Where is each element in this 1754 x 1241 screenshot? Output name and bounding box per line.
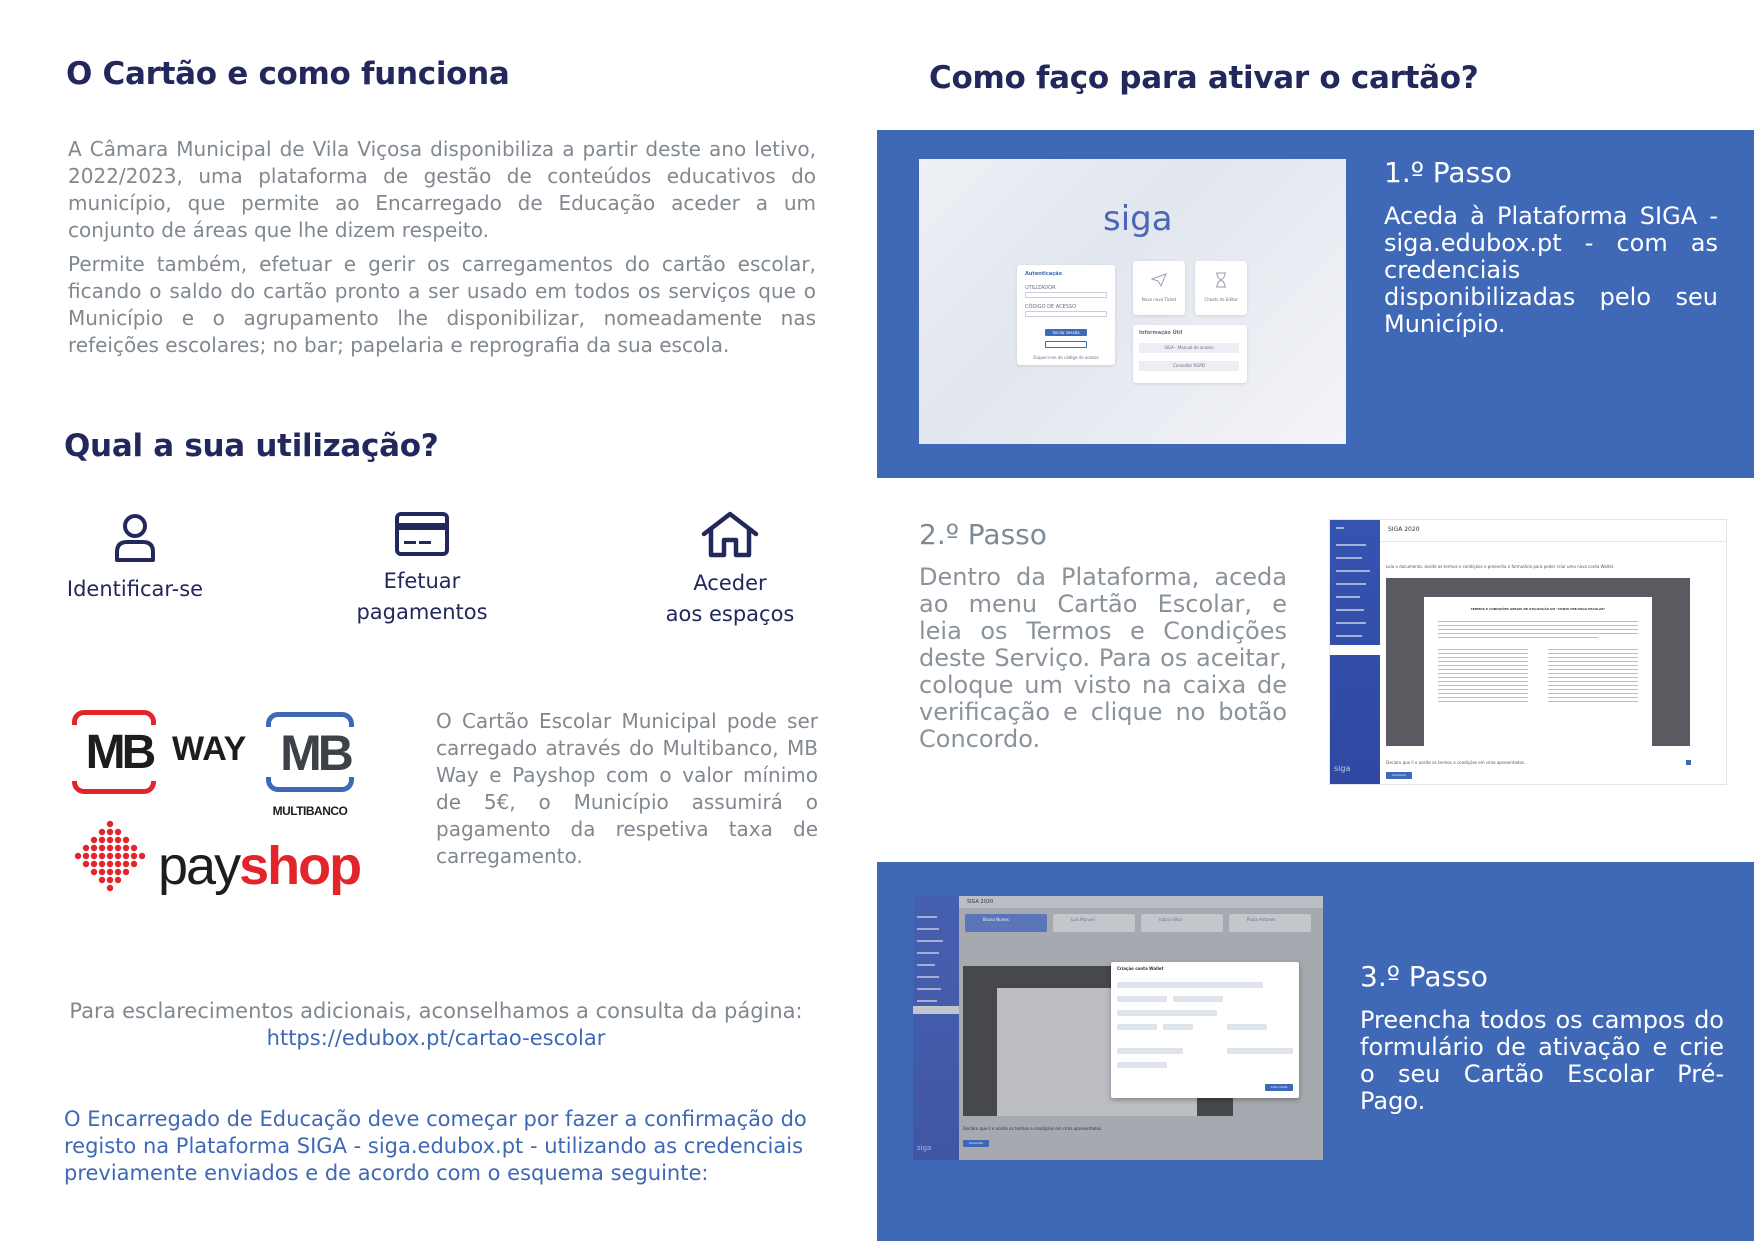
- terms-document-page: [1424, 597, 1652, 746]
- step2-title: 2.º Passo: [919, 518, 1047, 551]
- mbway-way-text: WAY: [172, 730, 247, 768]
- step3-title: 3.º Passo: [1360, 960, 1488, 993]
- terms-agree-checkbox[interactable]: [1686, 760, 1691, 765]
- wallet-form-modal: [1111, 962, 1299, 1098]
- form-app-sidebar: siga: [913, 896, 959, 1160]
- info-card: [1133, 325, 1247, 383]
- payshop-logo: [158, 836, 360, 896]
- multibanco-mb-text: MB: [280, 725, 350, 781]
- app-topbar: [1380, 520, 1727, 542]
- use-payments-label-1: Efetuar: [383, 569, 461, 593]
- facebook-login-button[interactable]: [1045, 341, 1087, 348]
- form-field-nif2[interactable]: [1117, 1062, 1167, 1068]
- use-payments-label-2: pagamentos: [356, 600, 488, 624]
- intro-text: [68, 136, 816, 366]
- use-identify: [62, 512, 208, 605]
- step1-title: 1.º Passo: [1384, 156, 1512, 189]
- mbway-mb-text: MB: [85, 726, 153, 779]
- create-wallet-button[interactable]: Criar conta: [1265, 1084, 1293, 1091]
- student-card-4[interactable]: Paula Antunes: [1229, 914, 1311, 932]
- payshop-pay-text: pay: [158, 836, 240, 896]
- multibanco-label: MULTIBANCO: [272, 804, 348, 818]
- user-icon: [111, 512, 159, 564]
- student-card-1[interactable]: Bruno Nunes: [965, 914, 1047, 932]
- manual-button[interactable]: SIGA - Manual de acesso: [1139, 343, 1239, 353]
- concordo-button[interactable]: Concordo: [1386, 772, 1412, 779]
- form-field-address[interactable]: [1117, 1010, 1217, 1016]
- login-heading: Autenticação: [1025, 271, 1062, 277]
- form-title: Criação conta Wallet: [1117, 966, 1164, 971]
- help-text: Para esclarecimentos adicionais, aconselhamos a consulta da página:: [69, 999, 803, 1023]
- form-app-topbar: SIGA 2020: [959, 896, 1323, 908]
- siga-logo: siga: [1103, 199, 1173, 239]
- form-field-cc[interactable]: [1117, 996, 1167, 1002]
- form-field-name[interactable]: [1117, 982, 1263, 988]
- credit-card-icon: [395, 512, 449, 556]
- payshop-dots-icon: [72, 820, 148, 896]
- ticket-tile[interactable]: Novo novo Ticket: [1133, 261, 1185, 315]
- form-field-student-name[interactable]: [1117, 1048, 1183, 1054]
- hourglass-icon: [1215, 272, 1227, 288]
- form-field-nif[interactable]: [1173, 996, 1223, 1002]
- mbway-logo: [72, 710, 156, 794]
- login-screenshot: [919, 159, 1346, 444]
- app-sidebar: [1330, 520, 1380, 785]
- student-card-3[interactable]: Inácio Silva: [1141, 914, 1223, 932]
- terms-prompt: Leia o documento, aceite os termos e condições e preencha o formulário para poder criar uma nova conta Wallet.: [1386, 564, 1615, 569]
- form-field-ext[interactable]: [1163, 1024, 1193, 1030]
- student-card-2[interactable]: Luís Manuel: [1053, 914, 1135, 932]
- send-icon: [1151, 273, 1167, 287]
- activation-section-title: Como faço para ativar o cartão?: [929, 60, 1479, 96]
- form-screenshot: siga SIGA 2020 Bruno Nunes Luís Manuel Inácio Silva Paula Antunes Criação conta Wallet Criar conta Declaro que li e aceito os termos e condições em cima apresentados. Concordo: [913, 896, 1323, 1160]
- login-forgot-link[interactable]: Esqueci-me do código de acesso: [1033, 355, 1099, 360]
- app-title: SIGA 2020: [1388, 526, 1420, 533]
- payshop-shop-text: shop: [239, 836, 361, 896]
- help-link[interactable]: https://edubox.pt/cartao-escolar: [266, 1026, 606, 1050]
- terms-agree-label: Declaro que li e aceito os termos e condições em cima apresentados.: [1386, 760, 1526, 765]
- terms-doc-title: TERMOS E CONDIÇÕES GERAIS DE UTILIZAÇÃO DO "CONTA PRÉ-PAGA ESCOLAR": [1470, 607, 1606, 611]
- usage-section-title: Qual a sua utilização?: [64, 428, 439, 464]
- step3-text: Preencha todos os campos do formulário de ativação e crie o seu Cartão Escolar Pré-Pago.: [1360, 1006, 1724, 1115]
- sidebar-item-cartao-escolar[interactable]: [1330, 645, 1380, 655]
- closing-note: O Encarregado de Educação deve começar por fazer a confirmação do registo na Plataforma SIGA - siga.edubox.pt - utilizando as credenciais previamente enviados e de acordo com o esquema seguinte:: [64, 1107, 807, 1185]
- use-access-label-1: Aceder: [693, 571, 767, 595]
- multibanco-logo: [266, 712, 354, 792]
- use-access: [650, 510, 810, 630]
- login-pass-label: CÓDIGO DE ACESSO: [1025, 304, 1077, 310]
- use-payments: [342, 512, 502, 628]
- form-field-code[interactable]: [1227, 1048, 1293, 1054]
- home-icon: [700, 510, 760, 558]
- editor-tile[interactable]: Cheats de Editor: [1195, 261, 1247, 315]
- login-button[interactable]: Iniciar sessão: [1045, 329, 1087, 336]
- intro-paragraph-1: A Câmara Municipal de Vila Viçosa disponibiliza a partir deste ano letivo, 2022/2023, uma plataforma de gestão de conteúdos educativos do município, que permite ao Encarregado de Educação aceder a um conjunto de áreas que lhe dizem respeito.: [68, 137, 816, 242]
- use-access-label-2: aos espaços: [665, 602, 795, 626]
- login-card: [1017, 265, 1115, 365]
- step1-text: Aceda à Plataforma SIGA - siga.edubox.pt - com as credenciais disponibilizadas pelo seu Município.: [1384, 202, 1718, 338]
- form-concordo-button[interactable]: Concordo: [963, 1140, 989, 1147]
- use-identify-label: Identificar-se: [66, 577, 204, 601]
- terms-screenshot: [1329, 519, 1727, 785]
- step2-text: Dentro da Plataforma, aceda ao menu Cartão Escolar, e leia os Termos e Condições deste Serviço. Para os aceitar, coloque um visto na caixa de verificação e clique no botão Concordo.: [919, 563, 1287, 753]
- app-side-logo: siga: [1334, 764, 1351, 773]
- help-block: [60, 998, 812, 1052]
- form-field-postal[interactable]: [1117, 1024, 1157, 1030]
- intro-paragraph-2: Permite também, efetuar e gerir os carregamentos do cartão escolar, ficando o saldo do cartão pronto a ser usado em todos os serviços que o Município e o agrupamento lhe disponibilizar, nomeadamente nas refeições escolares; no bar; papelaria e reprografia da sua escola.: [68, 252, 816, 357]
- login-user-label: UTILIZADOR: [1025, 285, 1056, 291]
- info-heading: Informação Útil: [1139, 330, 1183, 336]
- card-section-title: O Cartão e como funciona: [66, 56, 510, 92]
- payment-text: O Cartão Escolar Municipal pode ser carregado através do Multibanco, MB Way e Payshop com o valor mínimo de 5€, o Município assumirá o pagamento da respetiva taxa de carregamento.: [436, 709, 818, 868]
- rgpd-button[interactable]: Consultar RGPD: [1139, 361, 1239, 371]
- form-field-city[interactable]: [1227, 1024, 1267, 1030]
